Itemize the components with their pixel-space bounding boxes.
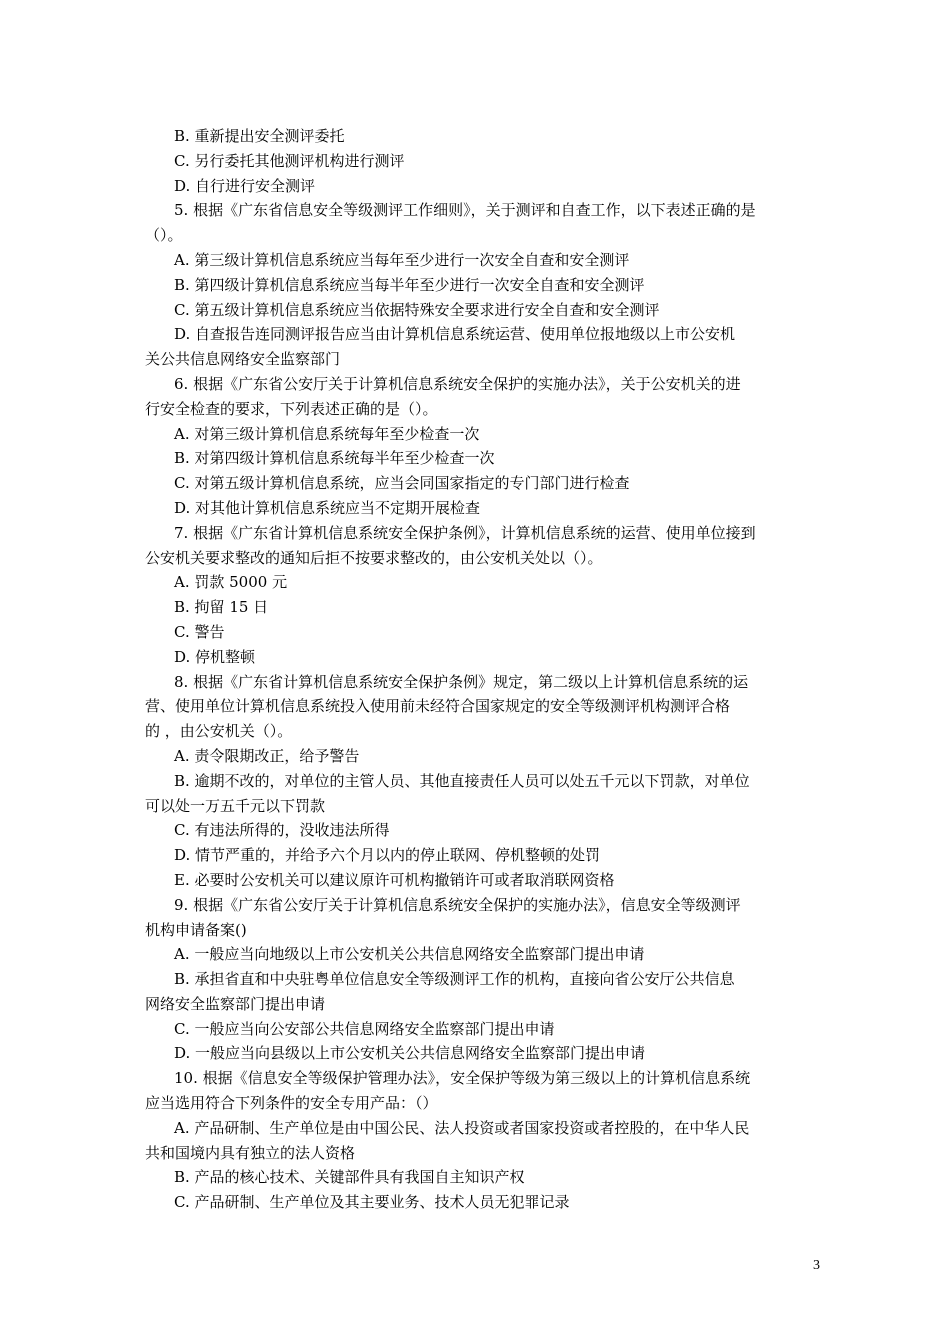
text-line: C. 一般应当向公安部公共信息网络安全监察部门提出申请 — [174, 1019, 555, 1038]
text-line: A. 一般应当向地级以上市公安机关公共信息网络安全监察部门提出申请 — [174, 945, 645, 964]
text-line: B. 产品的核心技术、关键部件具有我国自主知识产权 — [174, 1168, 525, 1187]
text-line: 网络安全监察部门提出申请 — [145, 994, 326, 1013]
text-line: 共和国境内具有独立的法人资格 — [145, 1143, 356, 1162]
text-line: B. 第四级计算机信息系统应当每半年至少进行一次安全自查和安全测评 — [174, 275, 645, 294]
text-line: B. 对第四级计算机信息系统每半年至少检查一次 — [174, 449, 495, 468]
text-line: D. 对其他计算机信息系统应当不定期开展检查 — [174, 498, 481, 517]
text-line: A. 罚款 5000 元 — [174, 573, 288, 592]
page-number: 3 — [813, 1258, 820, 1273]
text-line: C. 对第五级计算机信息系统，应当会同国家指定的专门部门进行检查 — [174, 474, 630, 493]
question-5: 5. 根据《广东省信息安全等级测评工作细则》，关于测评和自查工作，以下表述正确的是 — [174, 201, 756, 220]
text-line: 公安机关要求整改的通知后拒不按要求整改的，由公安机关处以（）。 — [145, 548, 603, 567]
text-line: C. 产品研制、生产单位及其主要业务、技术人员无犯罪记录 — [174, 1193, 570, 1212]
text-line: D. 自行进行安全测评 — [174, 176, 316, 195]
text-line: 可以处一万五千元以下罚款 — [145, 796, 326, 815]
text-line: B. 逾期不改的，对单位的主管人员、其他直接责任人员可以处五千元以下罚款，对单位 — [174, 771, 750, 790]
question-10: 10. 根据《信息安全等级保护管理办法》，安全保护等级为第三级以上的计算机信息系统 — [174, 1069, 751, 1088]
text-line: B. 承担省直和中央驻粤单位信息安全等级测评工作的机构，直接向省公安厅公共信息 — [174, 970, 735, 989]
text-line: A. 对第三级计算机信息系统每年至少检查一次 — [174, 424, 480, 443]
text-line: A. 第三级计算机信息系统应当每年至少进行一次安全自查和安全测评 — [174, 250, 630, 269]
text-line: C. 警告 — [174, 622, 225, 641]
document-page — [145, 124, 810, 1215]
text-line: 行安全检查的要求，下列表述正确的是（）。 — [145, 399, 438, 418]
question-9: 9. 根据《广东省公安厅关于计算机信息系统安全保护的实施办法》，信息安全等级测评 — [174, 895, 741, 914]
text-line: E. 必要时公安机关可以建议原许可机构撤销许可或者取消联网资格 — [174, 870, 615, 889]
text-line: 关公共信息网络安全监察部门 — [145, 350, 341, 369]
text-line: A. 责令限期改正，给予警告 — [174, 746, 360, 765]
question-8: 8. 根据《广东省计算机信息系统安全保护条例》规定，第二级以上计算机信息系统的运 — [174, 672, 749, 691]
text-line: D. 情节严重的，并给予六个月以内的停止联网、停机整顿的处罚 — [174, 846, 601, 865]
text-line: 的 ，由公安机关（）。 — [145, 722, 293, 741]
text-line: A. 产品研制、生产单位是由中国公民、法人投资或者国家投资或者控股的，在中华人民 — [174, 1118, 750, 1137]
text-line: C. 有违法所得的，没收违法所得 — [174, 821, 390, 840]
text-line: 机构申请备案() — [145, 920, 247, 939]
question-7: 7. 根据《广东省计算机信息系统安全保护条例》，计算机信息系统的运营、使用单位接到 — [174, 523, 756, 542]
text-line: 应当选用符合下列条件的安全专用产品：（） — [145, 1094, 438, 1113]
text-line: D. 停机整顿 — [174, 647, 256, 666]
text-line: D. 自查报告连同测评报告应当由计算机信息系统运营、使用单位报地级以上市公安机 — [174, 325, 736, 344]
text-line: C. 第五级计算机信息系统应当依据特殊安全要求进行安全自查和安全测评 — [174, 300, 660, 319]
text-line: （）。 — [145, 226, 183, 245]
text-line: B. 重新提出安全测评委托 — [174, 127, 345, 145]
text-line: 营、使用单位计算机信息系统投入使用前未经符合国家规定的安全等级测评机构测评合格 — [145, 697, 731, 716]
question-6: 6. 根据《广东省公安厅关于计算机信息系统安全保护的实施办法》，关于公安机关的进 — [174, 374, 741, 393]
text-line: B. 拘留 15 日 — [174, 598, 269, 617]
text-line: C. 另行委托其他测评机构进行测评 — [174, 151, 405, 170]
text-line: D. 一般应当向县级以上市公安机关公共信息网络安全监察部门提出申请 — [174, 1044, 646, 1063]
